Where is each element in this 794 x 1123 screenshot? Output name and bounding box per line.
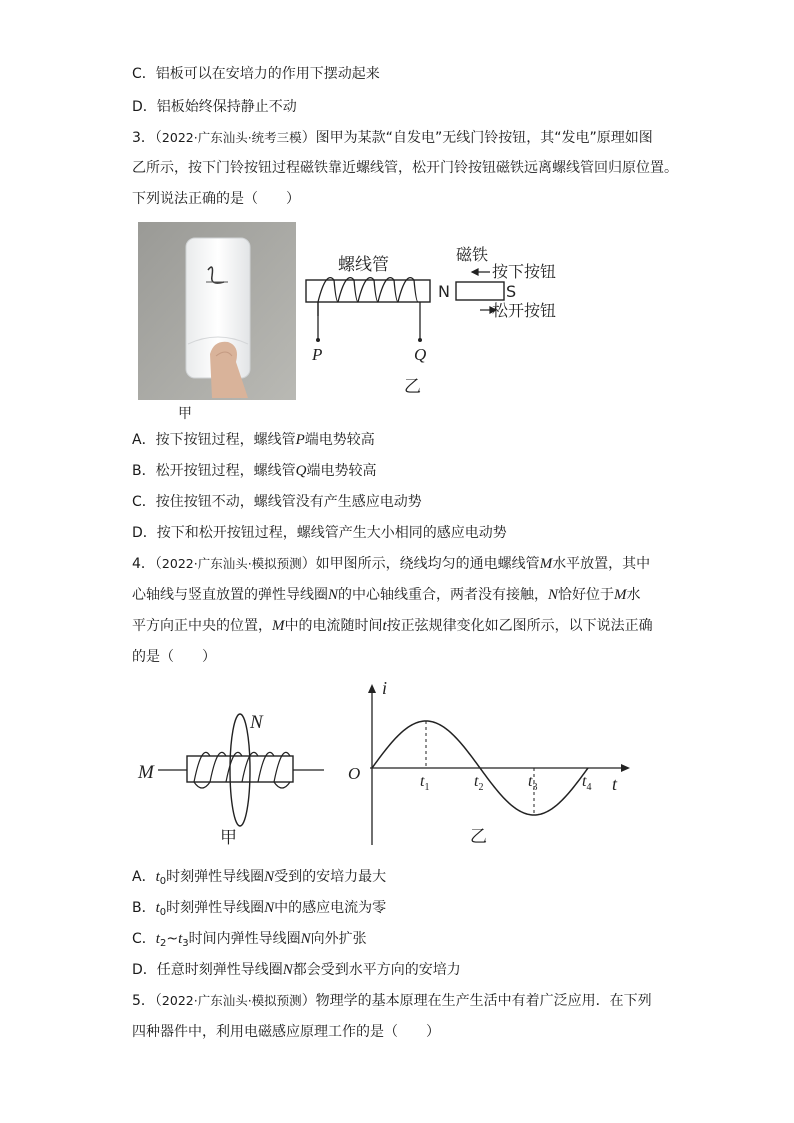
q4-figure-jia: [132, 700, 332, 850]
q4-figure-yi: [340, 680, 640, 850]
label-n: N: [250, 712, 263, 733]
fig-yi-label: 乙: [470, 827, 487, 847]
pole-n-label: N: [438, 282, 450, 301]
q3-option-c: C．按住按钮不动，螺线管没有产生感应电动势: [132, 494, 422, 510]
q3-fig-jia-label: 甲: [178, 406, 192, 422]
pole-s-label: S: [506, 282, 517, 301]
q3-source: 2022·广东汕头·统考三模: [161, 130, 302, 145]
press-label: 按下按钮: [492, 262, 557, 281]
y-axis-arrow-icon: [368, 684, 376, 693]
q3-option-d: D．按下和松开按钮过程，螺线管产生大小相同的感应电动势: [132, 525, 507, 541]
q3-figure-jia: [138, 222, 296, 400]
tick-label-t2: $t_2$: [474, 773, 484, 793]
point-q-label: Q: [414, 345, 427, 364]
q3-option-b: B．松开按钮过程，螺线管Q端电势较高: [132, 463, 377, 479]
magnet: [456, 282, 504, 300]
q4-option-d: D．任意时刻弹性导线圈N都会受到水平方向的安培力: [132, 962, 461, 978]
q5-stem-line2: 四种器件中，利用电磁感应原理工作的是（ ）: [132, 1024, 440, 1040]
tick-label-t3: $t_3$: [528, 773, 538, 793]
q4-stem-line3: 平方向正中央的位置，M中的电流随时间t按正弦规律变化如乙图所示，以下说法正确: [132, 618, 653, 634]
x-axis-label: t: [612, 774, 618, 794]
label-m: M: [138, 762, 154, 783]
q4-stem-line1: 4．（2022·广东汕头·模拟预测）如甲图所示，绕线均匀的通电螺线管M水平放置，其中: [132, 556, 651, 572]
q4-stem-line2: 心轴线与竖直放置的弹性导线圈N的中心轴线重合，两者没有接触，N恰好位于M水: [132, 587, 641, 603]
fig-jia-label: 甲: [220, 828, 237, 848]
q3-stem-line1: 3．（2022·广东汕头·统考三模）图甲为某款“自发电”无线门铃按钮，其“发电”原理如图: [132, 130, 653, 146]
q4-option-b: B．$t_0$时刻弹性导线圈N中的感应电流为零: [132, 900, 387, 918]
release-label: 松开按钮: [492, 301, 557, 320]
q3-stem-line3: 下列说法正确的是（ ）: [132, 191, 300, 207]
q2-option-c: C．铝板可以在安培力的作用下摆动起来: [132, 66, 380, 82]
fig-yi-label: 乙: [404, 377, 421, 397]
q2-option-d: D．铝板始终保持静止不动: [132, 99, 297, 115]
point-p-label: P: [312, 345, 323, 364]
current-time-graph: [340, 680, 640, 850]
solenoid-coil: [318, 278, 420, 340]
tick-label-t1: $t_1$: [420, 773, 430, 793]
x-axis-arrow-icon: [621, 764, 630, 772]
press-arrow-icon: [472, 269, 490, 275]
q3-stem-line2: 乙所示，按下门铃按钮过程磁铁靠近螺线管，松开门铃按钮磁铁远离螺线管回归原位置。: [132, 160, 678, 176]
magnet-label: 磁铁: [456, 245, 489, 264]
doorbell-photo: [138, 222, 296, 400]
q4-stem-line4: 的是（ ）: [132, 649, 216, 665]
solenoid-label: 螺线管: [338, 255, 389, 275]
q3-option-a: A．按下按钮过程，螺线管P端电势较高: [132, 432, 375, 448]
q4-option-c: C．$t_2\sim t_3$时间内弹性导线圈N向外扩张: [132, 931, 367, 949]
y-axis-label: i: [382, 680, 388, 698]
tick-label-t4: $t_4$: [582, 773, 592, 793]
q5-stem-line1: 5．（2022·广东汕头·模拟预测）物理学的基本原理在生产生活中有着广泛应用．在下列: [132, 993, 652, 1009]
q3-figure-yi: [296, 240, 586, 400]
origin-label: O: [348, 764, 361, 783]
q4-option-a: A．$t_0$时刻弹性导线圈N受到的安培力最大: [132, 869, 387, 887]
